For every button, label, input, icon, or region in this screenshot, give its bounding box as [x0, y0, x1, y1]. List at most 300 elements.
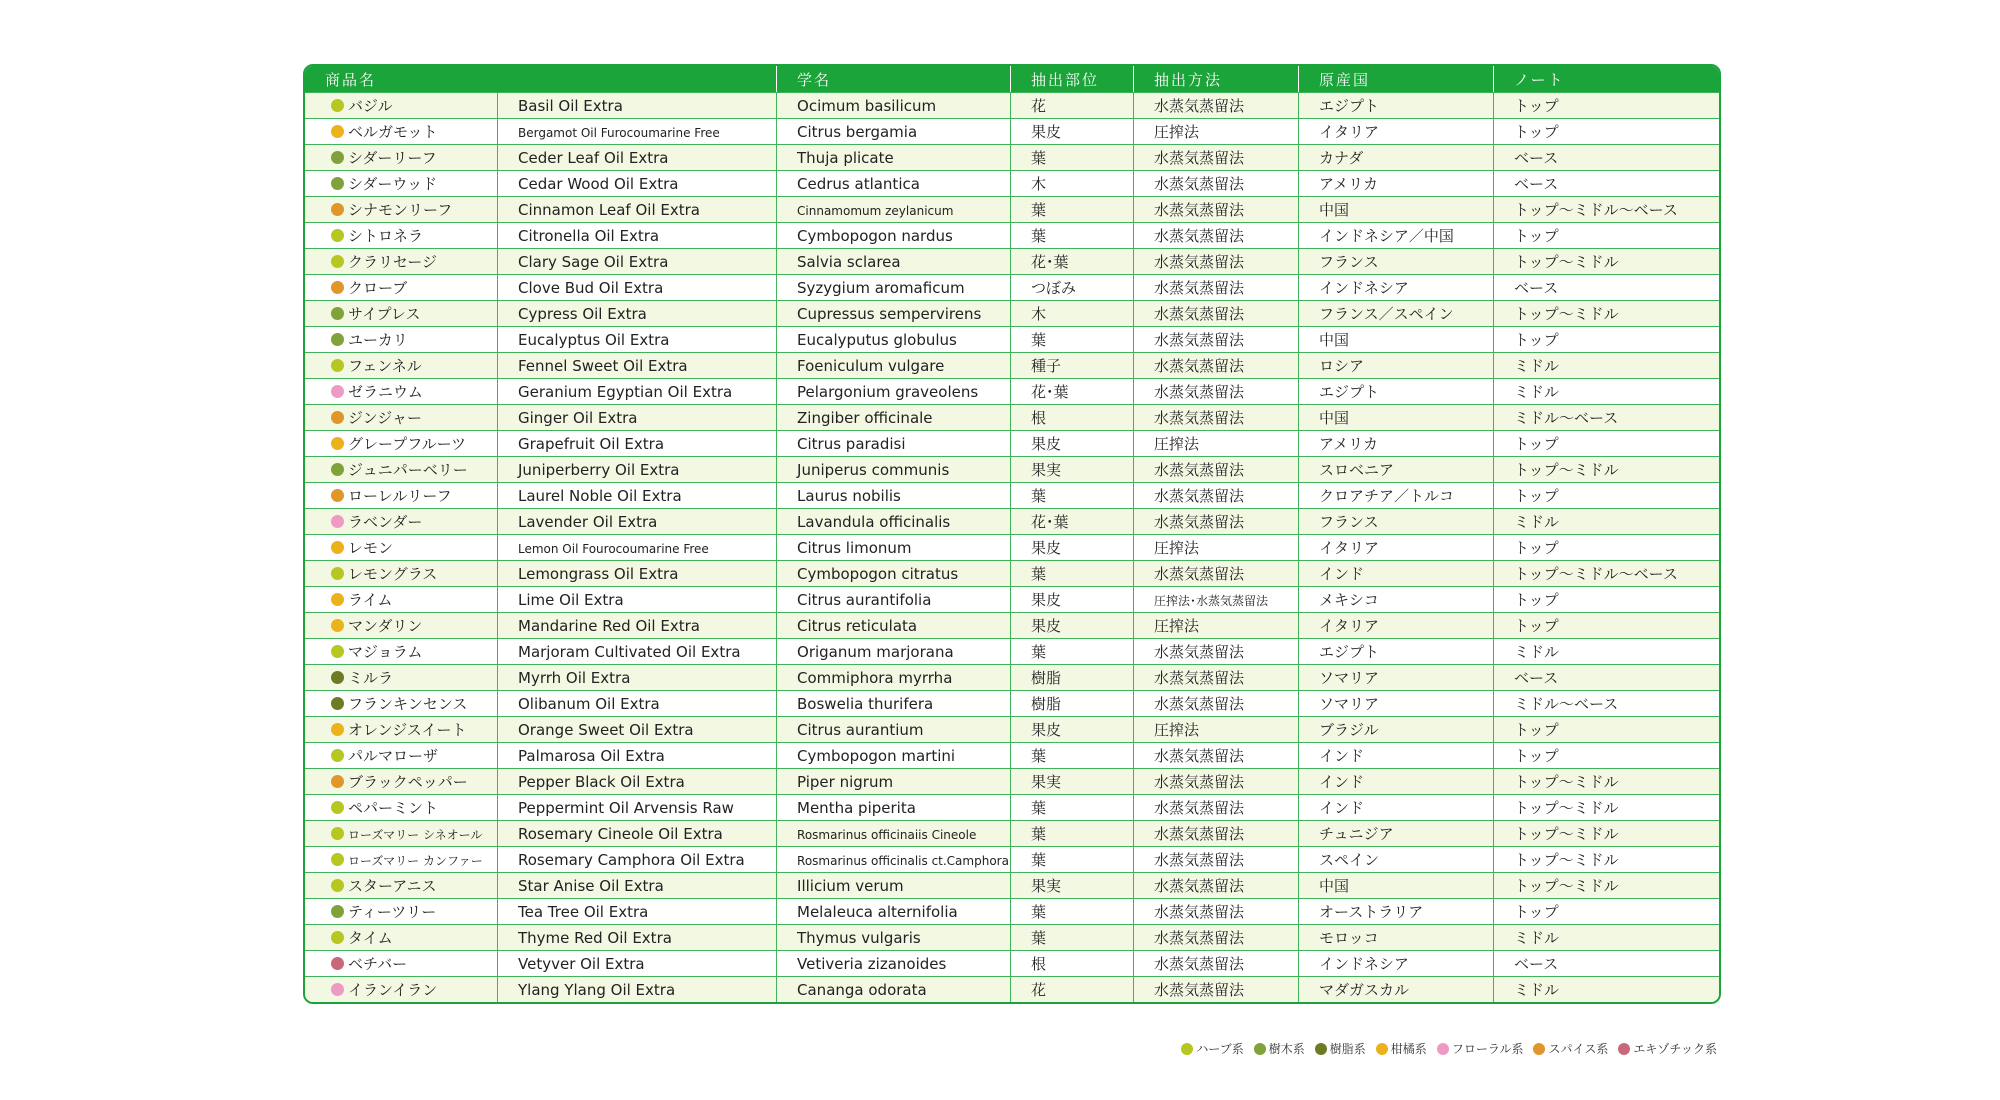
cell-scientific-name — [777, 560, 1011, 586]
legend-label: ハーブ系 — [1196, 1042, 1244, 1056]
cell-extraction-method-text: 水蒸気蒸留法 — [1154, 773, 1245, 791]
cell-english-name-text: Fennel Sweet Oil Extra — [518, 356, 688, 375]
cell-origin-country-text: 中国 — [1319, 409, 1350, 427]
cell-scientific-name — [777, 742, 1011, 768]
cell-extraction-part-text: 果皮 — [1031, 591, 1062, 609]
cell-extraction-method-text: 圧搾法 — [1154, 435, 1200, 453]
cell-extraction-part-text: 根 — [1031, 955, 1047, 973]
cell-extraction-part-text: 果実 — [1031, 461, 1062, 479]
cell-extraction-part-text: 果皮 — [1031, 123, 1062, 141]
cell-english-name — [498, 248, 777, 274]
wood-category-dot-icon — [1254, 1043, 1266, 1055]
cell-scientific-name — [777, 638, 1011, 664]
cell-extraction-method-text: 水蒸気蒸留法 — [1154, 227, 1245, 245]
cell-scientific-name — [777, 794, 1011, 820]
cell-origin-country — [1299, 92, 1494, 118]
cell-note-text: ベース — [1514, 175, 1559, 193]
herb-category-dot-icon — [331, 879, 344, 892]
cell-note-text: トップ — [1514, 435, 1559, 453]
cell-origin-country — [1299, 430, 1494, 456]
cell-note-text: ミドル — [1514, 383, 1560, 401]
cell-extraction-method-text: 水蒸気蒸留法 — [1154, 175, 1245, 193]
cell-extraction-method — [1134, 222, 1299, 248]
cell-note — [1494, 170, 1719, 196]
spice-category-dot-icon — [331, 411, 344, 424]
cell-origin-country — [1299, 794, 1494, 820]
cell-japanese-name-text: ベチバー — [348, 955, 408, 973]
cell-note-text: ベース — [1514, 955, 1559, 973]
cell-note-text: トップ～ミドル — [1514, 773, 1619, 791]
cell-japanese-name — [305, 456, 498, 482]
cell-extraction-part — [1011, 196, 1134, 222]
cell-scientific-name — [777, 482, 1011, 508]
cell-extraction-part — [1011, 170, 1134, 196]
header-note: ノート — [1494, 66, 1719, 92]
cell-origin-country — [1299, 820, 1494, 846]
cell-extraction-part-text: 葉 — [1031, 331, 1047, 349]
cell-extraction-part — [1011, 118, 1134, 144]
table-row — [305, 222, 1719, 248]
cell-note — [1494, 92, 1719, 118]
cell-japanese-name-text: クラリセージ — [348, 253, 437, 271]
cell-english-name-text: Palmarosa Oil Extra — [518, 746, 665, 765]
cell-extraction-method — [1134, 846, 1299, 872]
cell-english-name-text: Grapefruit Oil Extra — [518, 434, 665, 453]
cell-extraction-method-text: 水蒸気蒸留法 — [1154, 305, 1245, 323]
essential-oil-table — [303, 64, 1721, 1004]
cell-extraction-method-text: 水蒸気蒸留法 — [1154, 201, 1245, 219]
cell-origin-country-text: ブラジル — [1319, 721, 1379, 739]
cell-extraction-part — [1011, 586, 1134, 612]
cell-note — [1494, 742, 1719, 768]
cell-english-name — [498, 456, 777, 482]
cell-english-name — [498, 872, 777, 898]
cell-scientific-name — [777, 456, 1011, 482]
cell-english-name — [498, 794, 777, 820]
cell-extraction-part-text: 葉 — [1031, 149, 1047, 167]
cell-scientific-name-text: Thymus vulgaris — [797, 928, 921, 947]
cell-japanese-name-text: シトロネラ — [348, 227, 424, 245]
cell-japanese-name-text: ライム — [348, 591, 393, 609]
cell-origin-country-text: イタリア — [1319, 539, 1380, 557]
floral-category-dot-icon — [331, 385, 344, 398]
cell-extraction-part-text: 葉 — [1031, 201, 1047, 219]
cell-origin-country — [1299, 846, 1494, 872]
cell-extraction-method — [1134, 664, 1299, 690]
cell-extraction-method-text: 圧搾法 — [1154, 123, 1200, 141]
herb-category-dot-icon — [331, 99, 344, 112]
cell-extraction-method — [1134, 820, 1299, 846]
cell-note-text: トップ～ミドル — [1514, 877, 1619, 895]
cell-extraction-part-text: 果皮 — [1031, 435, 1062, 453]
cell-english-name — [498, 612, 777, 638]
herb-category-dot-icon — [331, 567, 344, 580]
cell-note-text: トップ～ミドル — [1514, 799, 1619, 817]
cell-japanese-name-text: ミルラ — [348, 669, 394, 687]
cell-english-name-text: Citronella Oil Extra — [518, 226, 660, 245]
cell-extraction-method-text: 水蒸気蒸留法 — [1154, 695, 1245, 713]
cell-origin-country — [1299, 950, 1494, 976]
cell-japanese-name — [305, 664, 498, 690]
cell-origin-country-text: 中国 — [1319, 331, 1350, 349]
cell-extraction-method-text: 水蒸気蒸留法 — [1154, 903, 1245, 921]
citrus-category-dot-icon — [331, 437, 344, 450]
cell-extraction-method-text: 水蒸気蒸留法 — [1154, 643, 1245, 661]
cell-extraction-part-text: 葉 — [1031, 747, 1047, 765]
cell-english-name-text: Cinnamon Leaf Oil Extra — [518, 200, 700, 219]
cell-scientific-name — [777, 222, 1011, 248]
cell-note-text: トップ — [1514, 617, 1559, 635]
cell-scientific-name-text: Rosmarinus officinalis ct.Camphora — [797, 853, 1009, 868]
cell-english-name-text: Ylang Ylang Oil Extra — [518, 980, 676, 999]
cell-note-text: トップ — [1514, 331, 1559, 349]
cell-japanese-name-text: ペパーミント — [348, 799, 439, 817]
cell-scientific-name — [777, 872, 1011, 898]
cell-extraction-method-text: 水蒸気蒸留法 — [1154, 955, 1245, 973]
cell-extraction-method-text: 水蒸気蒸留法 — [1154, 97, 1245, 115]
cell-extraction-part-text: 木 — [1031, 175, 1047, 193]
cell-japanese-name-text: ベルガモット — [348, 123, 438, 141]
cell-origin-country-text: チュニジア — [1319, 825, 1394, 843]
cell-origin-country — [1299, 118, 1494, 144]
herb-category-dot-icon — [331, 801, 344, 814]
cell-note-text: ベース — [1514, 279, 1559, 297]
cell-english-name — [498, 144, 777, 170]
cell-extraction-part — [1011, 950, 1134, 976]
cell-japanese-name-text: ゼラニウム — [348, 383, 423, 401]
legend-item-floral — [1437, 1040, 1524, 1057]
table-row — [305, 768, 1719, 794]
cell-english-name — [498, 352, 777, 378]
cell-scientific-name-text: Origanum marjorana — [797, 642, 954, 661]
cell-extraction-part-text: 葉 — [1031, 487, 1047, 505]
cell-note-text: トップ — [1514, 747, 1559, 765]
cell-scientific-name-text: Eucalyputus globulus — [797, 330, 957, 349]
cell-note-text: トップ～ミドル — [1514, 851, 1619, 869]
cell-origin-country — [1299, 560, 1494, 586]
cell-scientific-name — [777, 352, 1011, 378]
cell-note-text: ベース — [1514, 669, 1559, 687]
citrus-category-dot-icon — [331, 125, 344, 138]
cell-english-name-text: Rosemary Camphora Oil Extra — [518, 850, 745, 869]
cell-origin-country — [1299, 534, 1494, 560]
cell-origin-country — [1299, 898, 1494, 924]
cell-note — [1494, 898, 1719, 924]
cell-extraction-method-text: 水蒸気蒸留法 — [1154, 877, 1245, 895]
table-row — [305, 872, 1719, 898]
cell-extraction-method — [1134, 534, 1299, 560]
cell-extraction-part-text: 種子 — [1031, 357, 1062, 375]
cell-note-text: トップ～ミドル — [1514, 253, 1619, 271]
spice-category-dot-icon — [331, 203, 344, 216]
cell-extraction-part — [1011, 430, 1134, 456]
cell-note — [1494, 222, 1719, 248]
cell-japanese-name — [305, 690, 498, 716]
cell-note — [1494, 482, 1719, 508]
cell-note-text: トップ～ミドル～ベース — [1514, 201, 1678, 219]
cell-note-text: トップ — [1514, 903, 1559, 921]
cell-english-name — [498, 638, 777, 664]
cell-japanese-name-text: ローズマリー カンファー — [348, 853, 483, 868]
spice-category-dot-icon — [1533, 1043, 1545, 1055]
cell-english-name-text: Lemongrass Oil Extra — [518, 564, 679, 583]
cell-note — [1494, 508, 1719, 534]
cell-origin-country — [1299, 300, 1494, 326]
cell-extraction-method — [1134, 950, 1299, 976]
legend-item-herb — [1181, 1040, 1243, 1057]
cell-extraction-method — [1134, 352, 1299, 378]
cell-scientific-name-text: Citrus bergamia — [797, 122, 918, 141]
cell-japanese-name — [305, 742, 498, 768]
cell-extraction-method — [1134, 404, 1299, 430]
legend-label: フローラル系 — [1451, 1042, 1524, 1056]
cell-origin-country-text: インドネシア／中国 — [1319, 227, 1454, 245]
cell-japanese-name-text: スターアニス — [348, 877, 437, 895]
cell-origin-country — [1299, 170, 1494, 196]
table-row — [305, 664, 1719, 690]
cell-extraction-part — [1011, 482, 1134, 508]
cell-scientific-name — [777, 404, 1011, 430]
cell-note-text: トップ — [1514, 487, 1559, 505]
cell-scientific-name-text: Cymbopogon citratus — [797, 564, 959, 583]
cell-extraction-method — [1134, 300, 1299, 326]
cell-scientific-name — [777, 430, 1011, 456]
cell-scientific-name — [777, 976, 1011, 1002]
cell-extraction-part-text: 果実 — [1031, 877, 1062, 895]
cell-note — [1494, 664, 1719, 690]
floral-category-dot-icon — [331, 983, 344, 996]
cell-english-name-text: Geranium Egyptian Oil Extra — [518, 382, 733, 401]
cell-origin-country-text: インド — [1319, 773, 1365, 791]
table-row — [305, 820, 1719, 846]
cell-extraction-method-text: 水蒸気蒸留法 — [1154, 331, 1245, 349]
cell-english-name-text: Lime Oil Extra — [518, 590, 624, 609]
cell-japanese-name-text: マジョラム — [348, 643, 423, 661]
cell-origin-country-text: イタリア — [1319, 123, 1380, 141]
cell-extraction-method-text: 圧搾法 — [1154, 721, 1200, 739]
cell-japanese-name — [305, 404, 498, 430]
cell-extraction-method — [1134, 430, 1299, 456]
cell-japanese-name — [305, 170, 498, 196]
table-row — [305, 976, 1719, 1002]
cell-note — [1494, 768, 1719, 794]
cell-extraction-method-text: 圧搾法･水蒸気蒸留法 — [1154, 593, 1269, 608]
cell-origin-country — [1299, 326, 1494, 352]
cell-japanese-name — [305, 482, 498, 508]
cell-origin-country-text: クロアチア／トルコ — [1319, 487, 1455, 505]
wood-category-dot-icon — [331, 151, 344, 164]
cell-scientific-name-text: Cananga odorata — [797, 980, 927, 999]
cell-origin-country-text: インド — [1319, 747, 1365, 765]
cell-note — [1494, 456, 1719, 482]
cell-origin-country — [1299, 222, 1494, 248]
cell-origin-country-text: スペイン — [1319, 851, 1380, 869]
cell-extraction-method-text: 水蒸気蒸留法 — [1154, 357, 1245, 375]
cell-note — [1494, 326, 1719, 352]
cell-english-name-text: Marjoram Cultivated Oil Extra — [518, 642, 741, 661]
cell-scientific-name-text: Salvia sclarea — [797, 252, 901, 271]
cell-extraction-part-text: つぼみ — [1031, 279, 1077, 297]
cell-scientific-name — [777, 898, 1011, 924]
cell-japanese-name — [305, 794, 498, 820]
cell-english-name — [498, 274, 777, 300]
cell-note-text: トップ～ミドル～ベース — [1514, 565, 1678, 583]
cell-english-name — [498, 742, 777, 768]
legend-item-resin — [1315, 1040, 1366, 1057]
cell-japanese-name-text: ブラックペッパー — [348, 773, 468, 791]
cell-extraction-part — [1011, 274, 1134, 300]
cell-extraction-method-text: 水蒸気蒸留法 — [1154, 513, 1245, 531]
header-extraction-method: 抽出方法 — [1134, 66, 1299, 92]
cell-english-name — [498, 92, 777, 118]
cell-origin-country — [1299, 690, 1494, 716]
cell-japanese-name-text: シナモンリーフ — [348, 201, 453, 219]
cell-scientific-name — [777, 170, 1011, 196]
cell-scientific-name-text: Lavandula officinalis — [797, 512, 951, 531]
cell-origin-country-text: フランス — [1319, 253, 1379, 271]
cell-english-name-text: Orange Sweet Oil Extra — [518, 720, 694, 739]
cell-extraction-part — [1011, 976, 1134, 1002]
cell-scientific-name — [777, 274, 1011, 300]
wood-category-dot-icon — [331, 463, 344, 476]
cell-origin-country — [1299, 508, 1494, 534]
table-row — [305, 456, 1719, 482]
cell-origin-country — [1299, 612, 1494, 638]
cell-note — [1494, 820, 1719, 846]
cell-japanese-name-text: オレンジスイート — [348, 721, 467, 739]
cell-extraction-method — [1134, 482, 1299, 508]
legend-item-citrus — [1376, 1040, 1427, 1057]
cell-scientific-name-text: Piper nigrum — [797, 772, 894, 791]
cell-english-name-text: Star Anise Oil Extra — [518, 876, 664, 895]
cell-extraction-part — [1011, 352, 1134, 378]
cell-origin-country — [1299, 378, 1494, 404]
cell-note — [1494, 950, 1719, 976]
cell-extraction-method-text: 水蒸気蒸留法 — [1154, 747, 1245, 765]
cell-scientific-name — [777, 508, 1011, 534]
cell-english-name — [498, 430, 777, 456]
cell-extraction-method — [1134, 924, 1299, 950]
cell-scientific-name-text: Citrus paradisi — [797, 434, 906, 453]
cell-extraction-method — [1134, 586, 1299, 612]
cell-note-text: ミドル～ベース — [1514, 695, 1619, 713]
cell-japanese-name — [305, 274, 498, 300]
table-header-row — [305, 66, 1719, 92]
cell-japanese-name — [305, 430, 498, 456]
cell-note — [1494, 976, 1719, 1002]
cell-scientific-name-text: Citrus aurantifolia — [797, 590, 932, 609]
cell-japanese-name — [305, 144, 498, 170]
cell-japanese-name-text: クローブ — [348, 279, 408, 297]
cell-english-name-text: Rosemary Cineole Oil Extra — [518, 824, 723, 843]
cell-japanese-name-text: ローレルリーフ — [348, 487, 452, 505]
cell-scientific-name-text: Syzygium aromaficum — [797, 278, 965, 297]
cell-scientific-name-text: Pelargonium graveolens — [797, 382, 979, 401]
cell-japanese-name — [305, 976, 498, 1002]
cell-extraction-method-text: 水蒸気蒸留法 — [1154, 461, 1245, 479]
cell-english-name — [498, 170, 777, 196]
cell-origin-country — [1299, 742, 1494, 768]
cell-extraction-part-text: 葉 — [1031, 903, 1047, 921]
cell-origin-country-text: エジプト — [1319, 97, 1380, 115]
cell-origin-country-text: モロッコ — [1319, 929, 1379, 947]
cell-japanese-name-text: ユーカリ — [348, 331, 408, 349]
cell-japanese-name-text: レモン — [348, 539, 394, 557]
cell-english-name-text: Pepper Black Oil Extra — [518, 772, 685, 791]
cell-scientific-name — [777, 846, 1011, 872]
legend-label: 樹木系 — [1268, 1042, 1305, 1056]
cell-english-name-text: Cedar Wood Oil Extra — [518, 174, 679, 193]
cell-note — [1494, 118, 1719, 144]
cell-extraction-method — [1134, 118, 1299, 144]
cell-extraction-method-text: 圧搾法 — [1154, 617, 1200, 635]
cell-japanese-name-text: バジル — [348, 97, 393, 115]
cell-scientific-name-text: Cinnamomum zeylanicum — [797, 203, 954, 218]
resin-category-dot-icon — [331, 671, 344, 684]
cell-extraction-part — [1011, 872, 1134, 898]
citrus-category-dot-icon — [331, 541, 344, 554]
table-row — [305, 482, 1719, 508]
resin-category-dot-icon — [1315, 1043, 1327, 1055]
cell-extraction-part-text: 樹脂 — [1031, 695, 1062, 713]
wood-category-dot-icon — [331, 333, 344, 346]
cell-scientific-name — [777, 586, 1011, 612]
cell-japanese-name-text: フェンネル — [348, 357, 422, 375]
cell-extraction-method — [1134, 716, 1299, 742]
cell-note — [1494, 144, 1719, 170]
header-scientific-name: 学名 — [777, 66, 1011, 92]
cell-extraction-method-text: 水蒸気蒸留法 — [1154, 851, 1245, 869]
cell-japanese-name-text: サイプレス — [348, 305, 421, 323]
cell-english-name-text: Cypress Oil Extra — [518, 304, 647, 323]
cell-extraction-part-text: 果実 — [1031, 773, 1062, 791]
cell-extraction-part-text: 木 — [1031, 305, 1047, 323]
cell-japanese-name — [305, 300, 498, 326]
cell-scientific-name-text: Citrus reticulata — [797, 616, 918, 635]
table-body — [305, 92, 1719, 1002]
cell-note — [1494, 716, 1719, 742]
cell-origin-country — [1299, 352, 1494, 378]
cell-note-text: トップ — [1514, 227, 1559, 245]
cell-english-name-text: Ceder Leaf Oil Extra — [518, 148, 669, 167]
cell-extraction-part-text: 花･葉 — [1031, 383, 1069, 401]
cell-japanese-name — [305, 352, 498, 378]
cell-note-text: トップ — [1514, 97, 1559, 115]
cell-extraction-method — [1134, 560, 1299, 586]
herb-category-dot-icon — [331, 255, 344, 268]
cell-origin-country — [1299, 248, 1494, 274]
cell-extraction-part — [1011, 742, 1134, 768]
cell-japanese-name — [305, 872, 498, 898]
cell-extraction-method — [1134, 768, 1299, 794]
cell-extraction-part — [1011, 508, 1134, 534]
cell-note-text: トップ — [1514, 591, 1559, 609]
cell-scientific-name — [777, 248, 1011, 274]
cell-scientific-name — [777, 820, 1011, 846]
cell-origin-country — [1299, 404, 1494, 430]
cell-note — [1494, 352, 1719, 378]
cell-extraction-method — [1134, 976, 1299, 1002]
cell-english-name — [498, 976, 777, 1002]
cell-extraction-method-text: 水蒸気蒸留法 — [1154, 929, 1245, 947]
cell-japanese-name — [305, 196, 498, 222]
cell-origin-country-text: メキシコ — [1319, 591, 1379, 609]
floral-category-dot-icon — [331, 515, 344, 528]
cell-note-text: トップ～ミドル — [1514, 305, 1619, 323]
table-row — [305, 846, 1719, 872]
table-row — [305, 92, 1719, 118]
header-product-name: 商品名 — [305, 66, 777, 92]
